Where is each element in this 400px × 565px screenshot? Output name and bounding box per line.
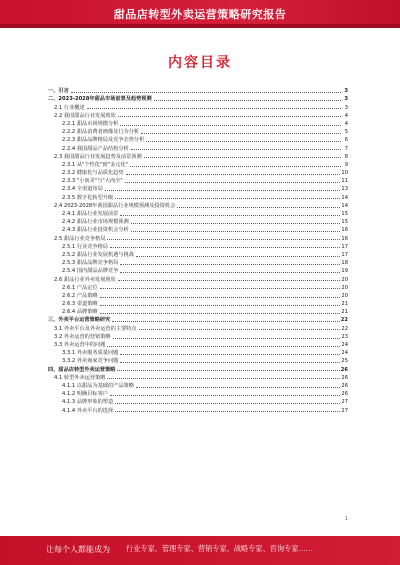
toc-leader-dots (126, 173, 341, 175)
toc-entry[interactable] (48, 307, 348, 315)
toc-entry-page: 7 (344, 145, 348, 152)
toc-entry[interactable] (48, 250, 348, 258)
toc-entry-label: 2.3 我国甜品行业发展趋势及前景预测 (54, 153, 142, 160)
toc-entry[interactable] (48, 315, 348, 323)
toc-entry-label: 2.6.4 品牌策略 (62, 309, 98, 316)
toc-entry-page: 14 (341, 202, 348, 209)
toc-entry-page: 8 (344, 153, 348, 160)
toc-entry-page: 9 (344, 161, 348, 168)
toc-entry-label: 4.1.1 以甜品为基础的产品策略 (62, 382, 134, 389)
toc-leader-dots (118, 115, 341, 117)
toc-heading: 内容目录 (168, 55, 232, 71)
toc-entry[interactable] (48, 152, 348, 160)
toc-leader-dots (154, 99, 341, 101)
toc-leader-dots (100, 304, 341, 306)
toc-entry-page: 16 (341, 227, 348, 234)
toc-entry-label: 2.3.5 数字化转型升级 (62, 194, 114, 201)
toc-entry-page: 13 (341, 186, 348, 193)
toc-entry-page: 22 (340, 317, 348, 324)
toc-leader-dots (112, 320, 340, 322)
toc-entry-label: 4.1.4 外卖平台的选择 (62, 407, 114, 414)
toc-entry-label: 2.6 甜品行业外卖发展现状 (54, 276, 116, 283)
toc-entry-label: 2.5.4 国内甜品品牌竞争 (62, 268, 119, 275)
toc-entry-label: 2.6.3 渠道策略 (62, 301, 98, 308)
toc-entry-page: 26 (341, 391, 348, 398)
toc-entry[interactable] (48, 397, 348, 405)
toc-entry-label: 2.6.2 产品策略 (62, 292, 98, 299)
toc-entry-page: 10 (341, 170, 348, 177)
toc-entry-label: 2.3.4 全渠道布局 (62, 186, 103, 193)
toc-entry-page: 26 (340, 366, 348, 373)
toc-entry-page: 17 (341, 251, 348, 258)
toc-entry[interactable] (48, 217, 348, 225)
toc-entry-page: 25 (341, 358, 348, 365)
toc-leader-dots (107, 377, 340, 379)
toc-entry-page: 20 (341, 284, 348, 291)
toc-entry[interactable] (48, 332, 348, 340)
toc-leader-dots (131, 222, 341, 224)
toc-entry[interactable] (48, 364, 348, 372)
toc-entry-page: 18 (341, 260, 348, 267)
toc-entry-label: 2.4.1 甜品行业发展前景 (62, 211, 119, 217)
toc-entry-page: 21 (341, 309, 348, 316)
toc-entry-page: 11 (341, 178, 348, 185)
footer-slogan: 让每个人都能成为 (46, 545, 110, 554)
toc-leader-dots (131, 148, 341, 150)
toc-entry-label: 2.5.2 甜品行业发展机遇与挑战 (62, 251, 134, 258)
toc-leader-dots (110, 394, 340, 396)
toc-leader-dots (71, 91, 341, 93)
toc-leader-dots (107, 238, 340, 240)
toc-entry-page: 27 (341, 407, 348, 414)
toc-entry-page: 14 (341, 194, 348, 201)
toc-entry-page: 4 (344, 120, 348, 127)
toc-entry[interactable] (48, 168, 348, 176)
toc-entry[interactable] (48, 348, 348, 356)
toc-entry[interactable] (48, 242, 348, 250)
toc-entry-label: 3.3.1 外卖服务质量问题 (62, 350, 119, 357)
toc-entry[interactable] (48, 233, 348, 241)
toc-entry[interactable] (48, 111, 348, 119)
toc-leader-dots (115, 197, 340, 199)
toc-entry[interactable] (48, 225, 348, 233)
toc-leader-dots (120, 214, 340, 216)
toc-entry[interactable] (48, 160, 348, 168)
toc-leader-dots (131, 230, 341, 232)
toc-entry-page: 23 (341, 333, 348, 340)
toc-entry-page: 5 (344, 129, 348, 136)
toc-entry-label: 2.2.1 甜品市场规模分析 (62, 120, 119, 127)
header-banner (0, 0, 400, 28)
toc-entry[interactable] (48, 291, 348, 299)
toc-entry-label: 2.5.1 行业竞争格局 (62, 243, 108, 250)
toc-entry-page: 20 (341, 276, 348, 283)
toc-entry-page: 3 (344, 88, 348, 95)
toc-leader-dots (146, 140, 341, 142)
toc-entry[interactable] (48, 323, 348, 331)
toc-entry-label: 一、引言 (48, 88, 69, 95)
toc-entry-label: 3.2 外卖运营的营销策略 (54, 333, 111, 340)
toc-entry-label: 2.4 2023-2028年我国甜品行业规模预测及投资机会 (54, 202, 176, 209)
toc-entry-page: 3 (344, 96, 348, 103)
toc-entry[interactable] (48, 381, 348, 389)
toc-entry[interactable] (48, 405, 348, 413)
toc-entry-page: 27 (341, 399, 348, 406)
toc-entry-label: 2.3.1 从"个性化"到"多元化" (62, 161, 128, 168)
toc-leader-dots (144, 156, 341, 158)
toc-leader-dots (115, 410, 340, 412)
toc-entry-label: 2.4.3 甜品行业投资机会分析 (62, 227, 129, 234)
toc-entry-label: 2.2.3 甜品品牌格局及竞争态势分析 (62, 137, 145, 144)
toc-entry[interactable] (48, 258, 348, 266)
toc-entry[interactable] (48, 283, 348, 291)
toc-entry-page: 26 (341, 374, 348, 381)
toc-entry[interactable] (48, 201, 348, 209)
toc-leader-dots (120, 361, 340, 363)
toc-leader-dots (87, 107, 341, 109)
footer-banner (0, 536, 400, 565)
toc-entry-page: 22 (341, 325, 348, 332)
toc-leader-dots (110, 246, 340, 248)
toc-entry-page: 21 (341, 301, 348, 308)
toc-leader-dots (100, 287, 341, 289)
toc-entry-label: 2.1 行业概述 (54, 104, 85, 111)
toc-entry-label: 4.1 转型外卖运营策略 (54, 374, 106, 381)
toc-entry-label: 3.3 外卖运营中的问题 (54, 342, 106, 348)
toc-leader-dots (120, 124, 341, 126)
toc-entry-label: 4.1.2 明确目标客户 (62, 391, 108, 398)
toc-leader-dots (120, 263, 340, 265)
toc-leader-dots (115, 402, 340, 404)
toc-leader-dots (105, 189, 341, 191)
toc-entry-label: 3.3.2 外卖商家竞争问题 (62, 358, 119, 365)
toc-entry-page: 15 (341, 219, 348, 226)
toc-entry[interactable] (48, 209, 348, 217)
toc-leader-dots (130, 165, 341, 167)
toc-leader-dots (117, 369, 339, 371)
toc-leader-dots (177, 206, 340, 208)
toc-leader-dots (100, 312, 341, 314)
toc-entry-page: 17 (341, 243, 348, 250)
toc-entry-page: 26 (341, 382, 348, 389)
toc-entry-label: 2.5 甜品行业竞争格局 (54, 235, 106, 242)
toc-entry-page: 24 (341, 350, 348, 357)
toc-entry[interactable] (48, 184, 348, 192)
toc-leader-dots (113, 337, 341, 339)
toc-leader-dots (136, 255, 340, 257)
header-stripe (0, 24, 400, 28)
toc-entry[interactable] (48, 373, 348, 381)
toc-entry-label: 2.3.2 健康化与品质化趋势 (62, 170, 124, 177)
toc-entry-label: 4.1.3 品牌形象的塑造 (62, 399, 114, 406)
toc-entry[interactable] (48, 86, 348, 94)
toc-entry-label: 2.4.2 甜品行业市场规模预测 (62, 219, 129, 226)
toc-entry[interactable] (48, 266, 348, 274)
toc-leader-dots (100, 296, 341, 298)
toc-entry-label: 二、2023-2028年甜品市场前景及趋势预测 (48, 96, 152, 103)
toc-entry-label: 2.2.2 甜品消费者画像及行为分析 (62, 129, 140, 136)
toc-entry-label: 2.6.1 产品定位 (62, 284, 98, 291)
toc-entry-label: 2.3.3 "小而美"与"大而全" (62, 178, 123, 185)
toc-entry-label: 2.5.3 甜品品牌竞争格局 (62, 260, 119, 267)
toc-entry-page: 19 (341, 268, 348, 275)
toc-leader-dots (118, 279, 341, 281)
toc-entry[interactable] (48, 119, 348, 127)
toc-entry[interactable] (48, 143, 348, 151)
toc-entry-page: 20 (341, 292, 348, 299)
toc-leader-dots (107, 345, 340, 347)
toc-entry[interactable] (48, 135, 348, 143)
toc-entry-page: 15 (341, 211, 348, 217)
toc-entry-label: 四、甜品店转型外卖运营策略 (48, 366, 116, 373)
toc-entry-page: 6 (344, 137, 348, 144)
toc-leader-dots (120, 353, 340, 355)
table-of-contents (48, 86, 348, 414)
toc-entry[interactable] (48, 274, 348, 282)
toc-entry-page: 3 (344, 104, 348, 111)
toc-entry[interactable] (48, 389, 348, 397)
toc-entry-label: 3.1 外卖平台及外卖运营的主要特点 (54, 325, 137, 332)
toc-entry-label: 2.2 我国甜品行业发展现状 (54, 112, 116, 119)
toc-leader-dots (136, 386, 340, 388)
toc-entry-label: 三、外卖平台运营策略研究 (48, 317, 111, 324)
page-number: 1 (344, 516, 348, 522)
toc-entry[interactable] (48, 102, 348, 110)
toc-entry[interactable] (48, 340, 348, 348)
toc-entry[interactable] (48, 192, 348, 200)
footer-roles: 行业专家、管理专家、营销专家、战略专家、咨询专家…… (126, 544, 313, 553)
toc-entry[interactable] (48, 356, 348, 364)
toc-entry-page: 16 (341, 235, 348, 242)
toc-entry[interactable] (48, 94, 348, 102)
toc-entry-page: 4 (344, 112, 348, 119)
toc-leader-dots (125, 181, 341, 183)
toc-entry[interactable] (48, 127, 348, 135)
toc-entry-page: 24 (341, 342, 348, 348)
report-title: 甜品店转型外卖运营策略研究报告 (113, 8, 287, 21)
toc-entry[interactable] (48, 176, 348, 184)
toc-leader-dots (139, 328, 341, 330)
toc-entry[interactable] (48, 299, 348, 307)
toc-leader-dots (141, 132, 341, 134)
toc-leader-dots (120, 271, 340, 273)
toc-entry-label: 2.2.4 我国甜品产品结构分析 (62, 145, 129, 152)
